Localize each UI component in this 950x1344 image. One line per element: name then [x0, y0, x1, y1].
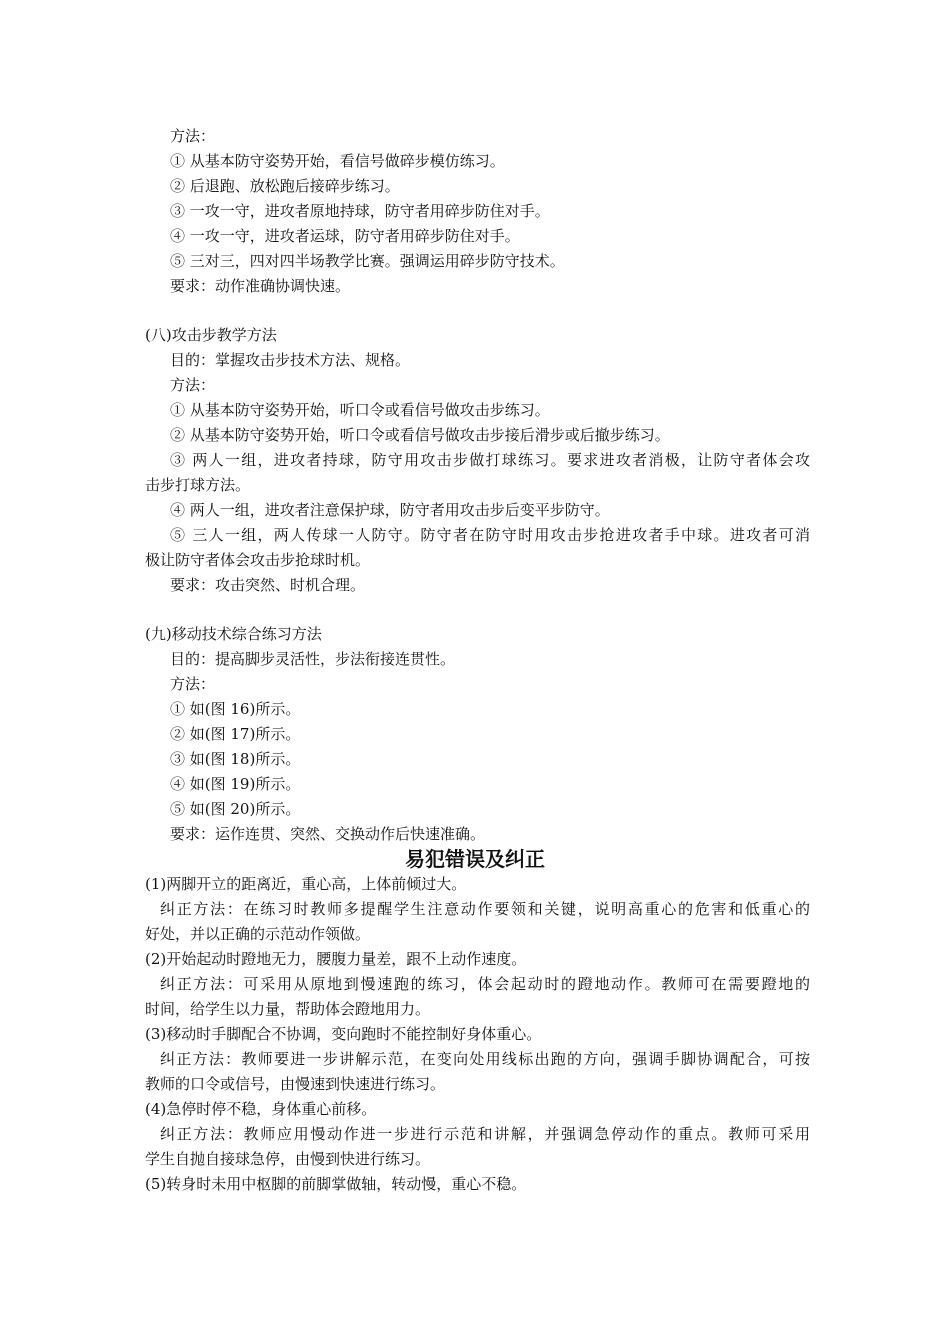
goal-text: 目的：提高脚步灵活性，步法衔接连贯性。	[170, 650, 456, 668]
correction-text-continued: 学生自抛自接球急停，由慢到快进行练习。	[145, 1150, 431, 1168]
method-label: 方法：	[170, 376, 216, 394]
method-item: ⑤ 三人一组，两人传球一人防守。防守者在防守时用攻击步抢进攻者手中球。进攻者可消	[170, 526, 810, 544]
error-item: (1)两脚开立的距离近，重心高，上体前倾过大。	[145, 875, 467, 893]
method-label: 方法：	[170, 127, 216, 145]
error-item: (2)开始起动时蹬地无力，腰腹力量差，跟不上动作速度。	[145, 950, 527, 968]
requirement-text: 要求：运作连贯、突然、交换动作后快速准确。	[170, 825, 486, 843]
correction-text: 纠正方法：教师要进一步讲解示范，在变向处用线标出跑的方向，强调手脚协调配合，可按	[160, 1050, 810, 1068]
section-title: (九)移动技术综合练习方法	[145, 625, 322, 643]
method-label: 方法：	[170, 675, 216, 693]
method-item: ④ 如(图 19)所示。	[170, 775, 301, 793]
method-item: ③ 如(图 18)所示。	[170, 750, 301, 768]
method-item: ③ 一攻一守，进攻者原地持球，防守者用碎步防住对手。	[170, 202, 550, 220]
method-item: ④ 一攻一守，进攻者运球，防守者用碎步防住对手。	[170, 227, 520, 245]
error-item: (5)转身时未用中枢脚的前脚掌做轴，转动慢，重心不稳。	[145, 1175, 527, 1193]
correction-text: 纠正方法：教师应用慢动作进一步进行示范和讲解，并强调急停动作的重点。教师可采用	[160, 1125, 810, 1143]
correction-text-continued: 时间，给学生以力量，帮助体会蹬地用力。	[145, 1000, 431, 1018]
correction-text-continued: 教师的口令或信号，由慢速到快速进行练习。	[145, 1075, 446, 1093]
method-item-continued: 击步打球方法。	[145, 476, 251, 494]
method-item: ⑤ 如(图 20)所示。	[170, 800, 301, 818]
method-item: ① 如(图 16)所示。	[170, 700, 301, 718]
error-item: (4)急停时停不稳，身体重心前移。	[145, 1100, 377, 1118]
method-item: ④ 两人一组，进攻者注意保护球，防守者用攻击步后变平步防守。	[170, 501, 610, 519]
method-item: ② 从基本防守姿势开始，听口令或看信号做攻击步接后滑步或后撤步练习。	[170, 426, 670, 444]
correction-text: 纠正方法：可采用从原地到慢速跑的练习，体会起动时的蹬地动作。教师可在需要蹬地的	[160, 975, 810, 993]
goal-text: 目的：掌握攻击步技术方法、规格。	[170, 351, 411, 369]
requirement-text: 要求：动作准确协调快速。	[170, 277, 351, 295]
method-item: ③ 两人一组，进攻者持球，防守用攻击步做打球练习。要求进攻者消极，让防守者体会攻	[170, 451, 810, 469]
method-item: ② 如(图 17)所示。	[170, 725, 301, 743]
correction-text-continued: 好处，并以正确的示范动作领做。	[145, 925, 371, 943]
method-item-continued: 极让防守者体会攻击步抢球时机。	[145, 551, 371, 569]
section-title: (八)攻击步教学方法	[145, 326, 277, 344]
method-item: ① 从基本防守姿势开始，看信号做碎步模仿练习。	[170, 152, 505, 170]
method-item: ⑤ 三对三，四对四半场教学比赛。强调运用碎步防守技术。	[170, 252, 565, 270]
error-item: (3)移动时手脚配合不协调，变向跑时不能控制好身体重心。	[145, 1025, 542, 1043]
method-item: ② 后退跑、放松跑后接碎步练习。	[170, 177, 400, 195]
requirement-text: 要求：攻击突然、时机合理。	[170, 576, 366, 594]
method-item: ① 从基本防守姿势开始，听口令或看信号做攻击步练习。	[170, 401, 550, 419]
errors-heading: 易犯错误及纠正	[405, 847, 545, 871]
correction-text: 纠正方法：在练习时教师多提醒学生注意动作要领和关键，说明高重心的危害和低重心的	[160, 900, 810, 918]
